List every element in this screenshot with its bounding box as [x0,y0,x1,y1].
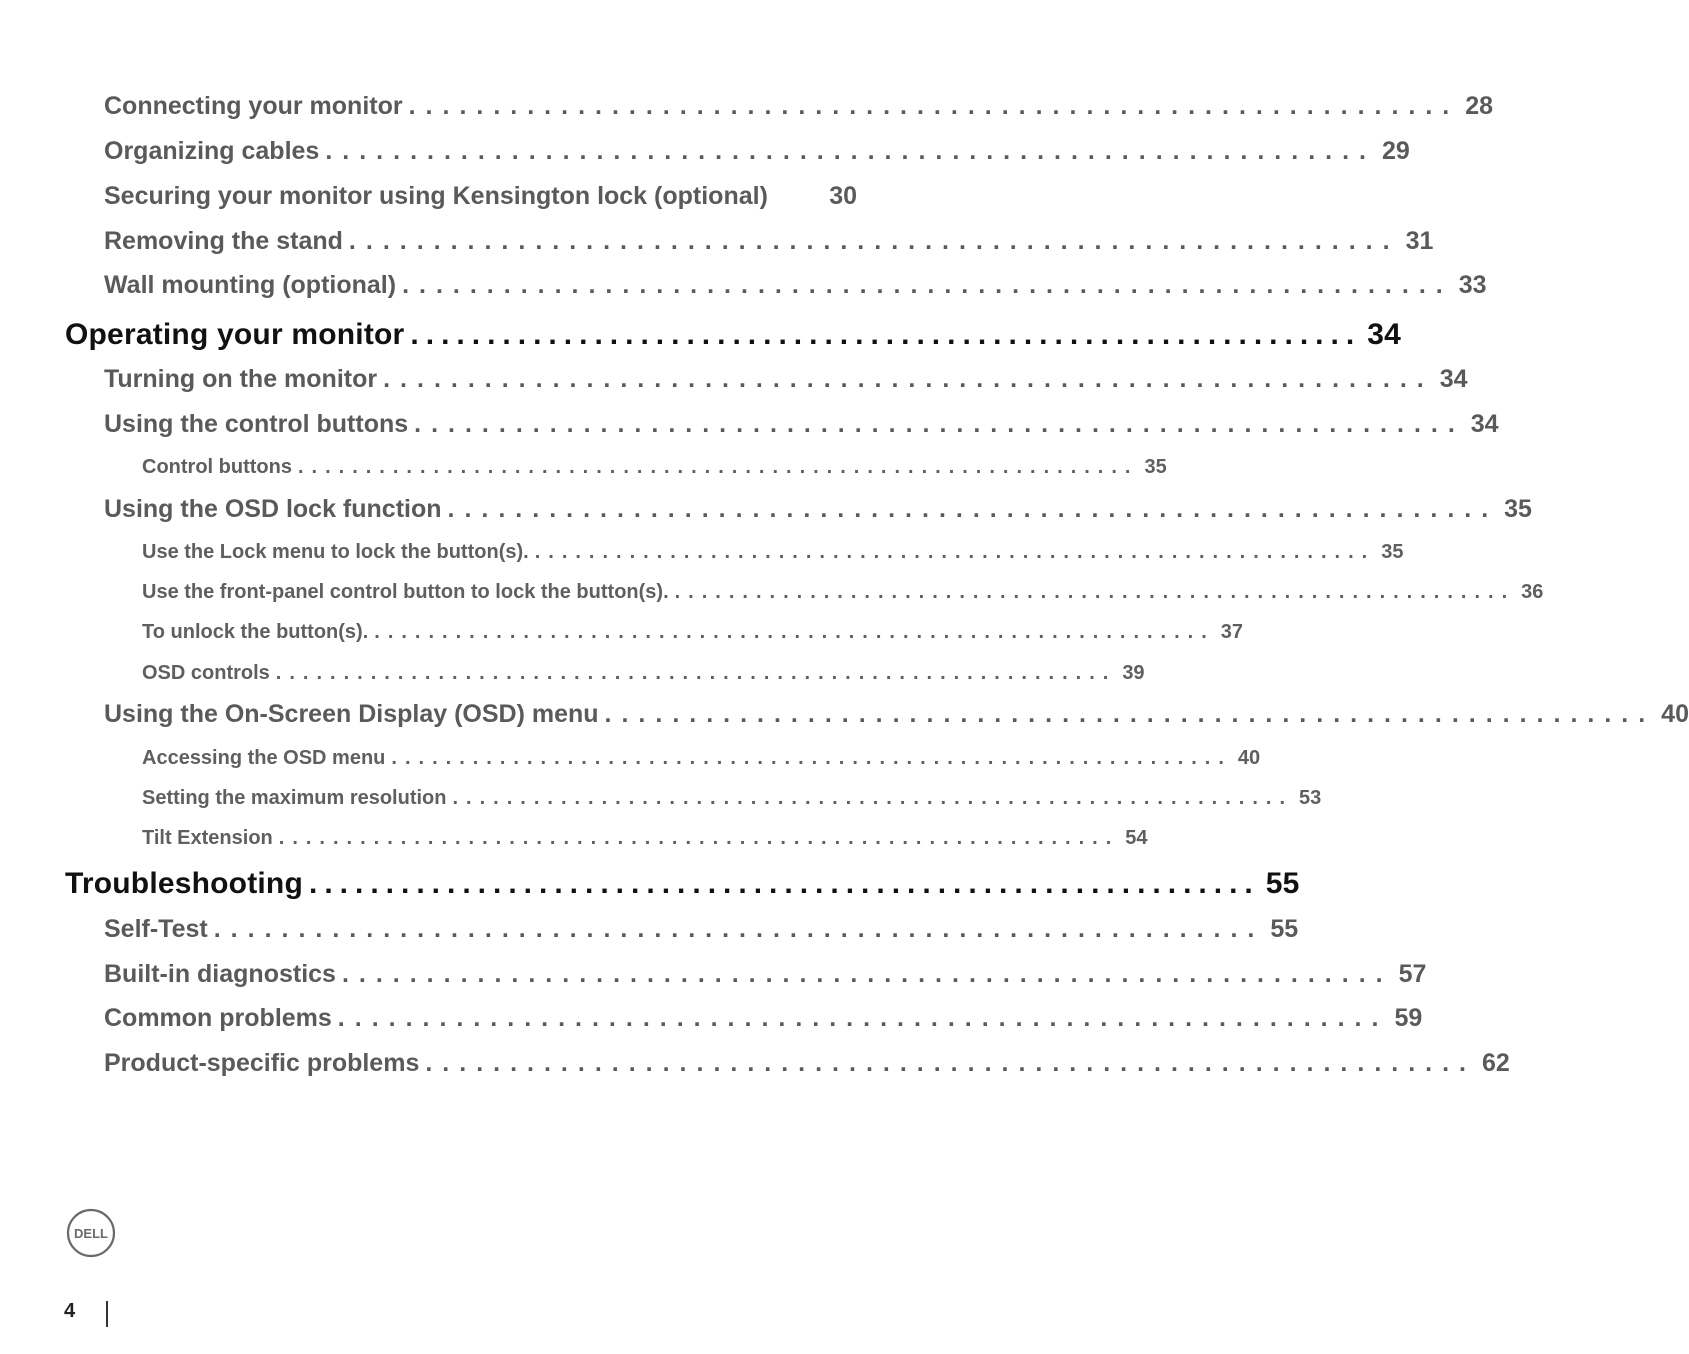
toc-entry-page: 59 [1394,1004,1423,1032]
toc-subentry-title: Control buttons [142,456,292,478]
toc-entry-title: Removing the stand [104,227,343,255]
toc-entry[interactable] [104,1049,1510,1078]
toc-entry[interactable] [104,960,1427,989]
toc-chapter[interactable] [65,318,1401,352]
dot-leader: .............................................................. [341,960,1393,988]
toc-subentry-page: 39 [1122,662,1145,684]
dot-leader: .............................................................. [297,456,1139,478]
toc-entry-title: Organizing cables [104,137,320,165]
toc-subentry[interactable] [142,747,1261,770]
toc-subentry-page: 54 [1125,827,1148,849]
toc-entry-page: 57 [1398,960,1427,988]
dot-leader: .............................................................. [447,495,1499,523]
toc-entry-title: Securing your monitor using Kensington lock (optional) [104,182,768,210]
page-number: 4 [64,1300,76,1322]
toc-chapter-page: 34 [1367,318,1401,351]
toc-subentry-page: 35 [1381,541,1404,563]
dot-leader: .............................................................. [408,92,1460,120]
toc-entry-page: 31 [1405,227,1434,255]
toc-entry[interactable] [104,495,1532,524]
toc-entry-title: Using the On-Screen Display (OSD) menu [104,700,599,728]
toc-subentry-page: 37 [1220,621,1244,643]
toc-entry[interactable] [104,1004,1423,1033]
dot-leader: .............................................................. [337,1004,1389,1032]
toc-chapter-title: Operating your monitor [65,318,405,351]
toc-entry-title: Product-specific problems [104,1049,420,1077]
toc-entry[interactable] [104,182,857,211]
dot-leader: .............................................................. [604,700,1656,728]
dot-leader: .............................................................. [674,581,1516,603]
toc-subentry[interactable] [142,581,1544,604]
toc-subentry[interactable] [142,787,1322,810]
dot-leader: .............................................................. [213,915,1265,943]
dell-logo-graphic [66,1208,116,1258]
toc-subentry-title: To unlock the button(s). [142,621,369,643]
toc-entry[interactable] [104,271,1487,300]
dell-logo-icon [66,1208,116,1258]
toc-entry-title: Turning on the monitor [104,365,378,393]
toc-entry-title: Wall mounting (optional) [104,271,397,299]
toc-subentry[interactable] [142,456,1167,479]
toc-entry[interactable] [104,700,1689,729]
dot-leader: .............................................................. [278,827,1120,849]
dot-leader: .............................................................. [534,541,1376,563]
toc-entry-page: 33 [1458,271,1487,299]
toc-entry[interactable] [104,410,1499,439]
toc-entry-title: Using the OSD lock function [104,495,442,523]
toc-subentry-title: Use the Lock menu to lock the button(s). [142,541,529,563]
dot-leader: .............................................................. [383,365,1434,393]
toc-subentry[interactable] [142,662,1145,685]
toc-chapter[interactable] [65,867,1300,901]
toc-entry[interactable] [104,137,1410,166]
dot-leader: .............................................................. [425,1049,1476,1077]
dot-leader: .............................................................. [452,787,1293,809]
toc-entry-page: 30 [829,182,857,210]
toc-subentry-page: 53 [1299,787,1322,809]
toc-entry-title: Common problems [104,1004,332,1032]
footer-divider [106,1301,108,1327]
dot-leader: .............................................................. [414,410,1465,438]
toc-chapter-title: Troubleshooting [65,867,303,900]
toc-subentry[interactable] [142,621,1244,644]
dot-leader: .............................................................. [410,318,1362,351]
dot-leader: .............................................................. [308,867,1260,900]
toc-entry-title: Self-Test [104,915,208,943]
toc-entry[interactable] [104,915,1299,944]
toc-entry[interactable] [104,227,1434,256]
toc-chapter-page: 55 [1265,867,1300,900]
dot-leader: .............................................................. [374,621,1215,643]
toc-entry-title: Using the control buttons [104,410,409,438]
toc-entry[interactable] [104,365,1468,394]
toc-entry-page: 55 [1270,915,1299,943]
dot-leader: .............................................................. [391,747,1232,769]
toc-subentry-title: Tilt Extension [142,827,273,849]
toc-subentry-page: 35 [1144,456,1167,478]
toc-entry-page: 34 [1470,410,1499,438]
toc-entry-page: 28 [1465,92,1494,120]
toc-subentry-title: Setting the maximum resolution [142,787,447,809]
dell-logo-text: DELL [74,1226,108,1241]
dot-leader: .............................................................. [402,271,1453,299]
toc-entry-page: 40 [1661,700,1689,728]
toc-entry-title: Built-in diagnostics [104,960,336,988]
toc-subentry[interactable] [142,827,1148,850]
toc-subentry[interactable] [142,541,1404,564]
toc-subentry-page: 40 [1237,747,1261,769]
dot-leader: .............................................................. [275,662,1117,684]
toc-subentry-page: 36 [1521,581,1544,603]
toc-subentry-title: Accessing the OSD menu [142,747,386,769]
toc-subentry-title: Use the front-panel control button to lock the button(s). [142,581,669,603]
dot-leader: .............................................................. [325,137,1376,165]
toc-subentry-title: OSD controls [142,662,270,684]
toc-entry-page: 62 [1482,1049,1510,1077]
toc-entry[interactable] [104,92,1494,121]
dot-leader: .............................................................. [348,227,1400,255]
toc-entry-title: Connecting your monitor [104,92,403,120]
toc-entry-page: 35 [1504,495,1532,523]
toc-entry-page: 29 [1381,137,1410,165]
toc-entry-page: 34 [1439,365,1468,393]
